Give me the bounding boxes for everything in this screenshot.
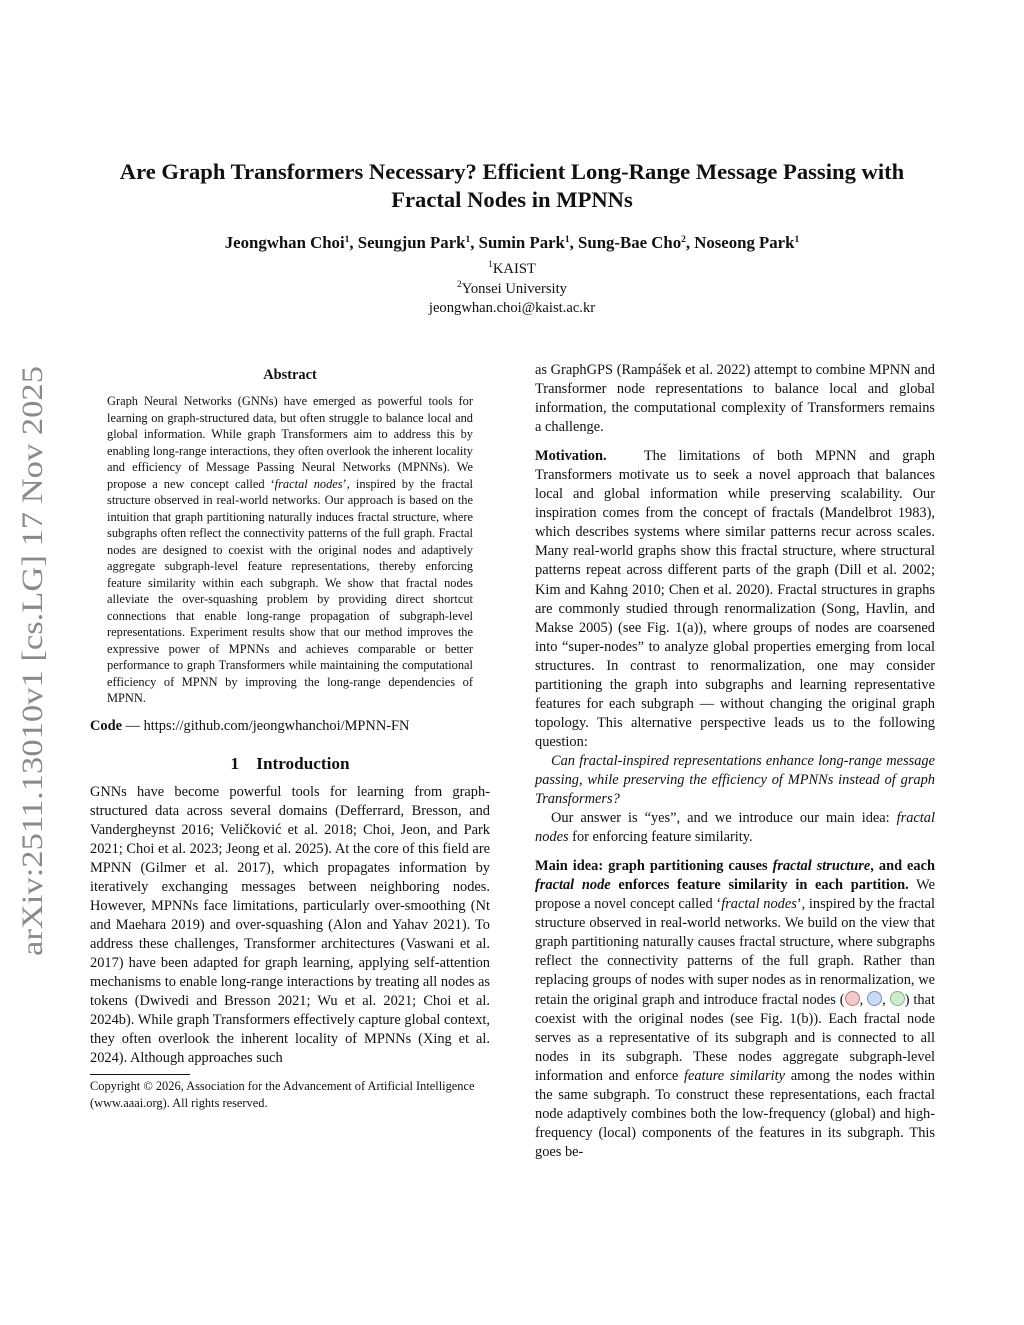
fractal-node-red-icon xyxy=(845,991,860,1006)
abstract-heading: Abstract xyxy=(263,367,317,383)
author-list: Jeongwhan Choi$^1$, Seungjun Park$^1$, Sumin Park$^1$, Sung-Bae Cho$^2$, Noseong Park$^1$ xyxy=(224,233,800,252)
author-email: jeongwhan.choi@kaist.ac.kr xyxy=(428,300,596,316)
code-link: Code — https://github.com/jeongwhanchoi/MPNN-FN xyxy=(90,717,410,734)
continued-paragraph: as GraphGPS (Rampášek et al. 2022) attempt to combine MPNN and Transformer node representations to balance local and global information, the computational complexity of Transformers remains a challenge. xyxy=(535,362,935,436)
author-name: Sumin Park xyxy=(478,233,565,252)
author-name: Seungjun Park xyxy=(357,233,466,252)
abstract-emphasis: fractal nodes xyxy=(274,476,343,491)
affiliation-kaist xyxy=(60,260,964,279)
affiliation-yonsei xyxy=(60,280,964,299)
title-line-2: Fractal Nodes in MPNNs xyxy=(391,187,633,212)
paper-title xyxy=(60,158,964,214)
fractal-node-green-icon xyxy=(890,991,905,1006)
fractal-node-blue-icon xyxy=(867,991,882,1006)
author-affiliation-mark: 1 xyxy=(564,235,570,245)
copyright-footnote: Copyright © 2026, Association for the Advancement of Artificial Intelligence (www.aaai.org). All rights reserved. xyxy=(90,1079,475,1110)
author-name: Noseong Park xyxy=(694,233,795,252)
right-column xyxy=(535,361,935,1162)
author-affiliation-mark: 2 xyxy=(681,235,686,245)
affiliation-mark: 2 xyxy=(457,280,462,290)
section-heading-introduction: 1 Introduction xyxy=(230,753,350,773)
main-idea-heading: Main idea: graph partitioning causes fractal structure, and each fractal node enforces feature similarity in each partition. xyxy=(535,858,936,894)
affiliation-name: KAIST xyxy=(492,261,536,277)
author-affiliation-mark: 1 xyxy=(794,235,800,245)
author-affiliation-mark: 1 xyxy=(465,235,471,245)
footnote-rule xyxy=(90,1074,190,1075)
left-column xyxy=(90,366,490,1111)
affiliation-name: Yonsei University xyxy=(461,281,567,297)
motivation-paragraph: Motivation. The limitations of both MPNN and graph Transformers motivate us to seek a novel approach that balances local and global information while preserving scalability. Our inspiration comes from the concept of fractals (Mandelbrot 1983), which describes systems where similar patterns recur across scales. Many real-world graphs show this fractal structure, where structural patterns repeat across different parts of the graph (Dill et al. 2002; Kim and Kahng 2010; Chen et al. 2020). Fractal structures in graphs are commonly studied through renormalization (Song, Havlin, and Makse 2005) (see Fig. 1(a)), where groups of nodes are coarsened into “super-nodes” to analyze global properties emerging from local structures. In contrast to renormalization, one may consider partitioning the graph into subgraphs and learning representative features for each subgraph — without changing the original graph topology. This alternative perspective leads us to the following question: xyxy=(535,448,936,750)
answer-paragraph: Our answer is “yes”, and we introduce our main idea: fractal nodes for enforcing feature similarity. xyxy=(535,810,935,846)
code-label: Code xyxy=(90,717,122,734)
abstract-text: Graph Neural Networks (GNNs) have emerged as powerful tools for learning on graph-structured data, but often struggle to balance local and global information. While graph Transformers aim to address this by enabling long-range interactions, they often overlook the inherent locality and efficiency of Message Passing Neural Networks (MPNNs). We propose a new concept called ‘fractal nodes’, inspired by the fractal structure observed in real-world networks. Our approach is based on the intuition that graph partitioning naturally induces fractal structure, where subgraphs often reflect the connectivity patterns of the full graph. Fractal nodes are designed to coexist with the original nodes and adaptively aggregate subgraph-level feature representations, thereby enforcing feature similarity within each subgraph. We show that fractal nodes alleviate the over-squashing problem by providing direct shortcut connections that enable long-range propagation of subgraph-level representations. Experiment results show that our method improves the expressive power of MPNNs and achieves comparable or better performance to graph Transformers while maintaining the computational efficiency of MPNN by improving the long-range dependencies of MPNN. xyxy=(107,394,474,706)
affiliation-mark: 1 xyxy=(488,260,493,270)
author-name: Jeongwhan Choi xyxy=(224,233,345,252)
arxiv-identifier xyxy=(8,360,52,960)
title-line-1: Are Graph Transformers Necessary? Efficient Long-Range Message Passing with xyxy=(119,159,905,184)
author-affiliation-mark: 1 xyxy=(344,235,350,245)
intro-paragraph: GNNs have become powerful tools for learning from graph-structured data across several domains (Defferrard, Bresson, and Vandergheynst 2016; Veličković et al. 2018; Choi, Jeon, and Park 2021; Choi et al. 2023; Jeong et al. 2025). At the core of this field are MPNN (Gilmer et al. 2017), which propagates information by iteratively exchanging messages between neighboring nodes. However, MPNNs face limitations, particularly over-smoothing (Nt and Maehara 2019) and over-squashing (Alon and Yahav 2021). To address these challenges, Transformer architectures (Vaswani et al. 2017) have been adapted for graph learning, applying self-attention mechanisms to enable long-range interactions by treating all nodes as tokens (Dwivedi and Bresson 2021; Wu et al. 2021; Choi et al. 2024b). While graph Transformers effectively capture global context, they often overlook the inherent locality of MPNNs (Xing et al. 2024). Although approaches such xyxy=(90,783,491,1067)
main-idea-paragraph: Main idea: graph partitioning causes fractal structure, and each fractal node enforces feature similarity in each partition. We propose a novel concept called ‘fractal nodes’, inspired by the fractal structure observed in real-world networks. We build on the view that graph partitioning naturally causes fractal structure, where subgraphs reflect the connectivity patterns of the full graph. Rather than replacing groups of nodes with super nodes as in renormalization, we retain the original graph and introduce fractal nodes ( , , ) that coexist with the original nodes (see Fig. 1(b)). Each fractal node serves as a representative of its subgraph and is connected to all nodes in its subgraph. These nodes aggregate subgraph-level information and enforce feature similarity among the nodes within the same subgraph. To construct these representations, each fractal node adaptively combines both the low-frequency (global) and high-frequency (local) components of the features in its subgraph. This goes be- xyxy=(535,858,936,1160)
research-question: Can fractal-inspired representations enhance long-range message passing, while preserving the efficiency of MPNNs instead of graph Transformers? xyxy=(535,752,935,808)
github-url[interactable]: https://github.com/jeongwhanchoi/MPNN-FN xyxy=(143,717,410,734)
arxiv-id-text: arXiv:2511.13010v1 [cs.LG] 17 Nov 2025 xyxy=(16,443,49,956)
motivation-label: Motivation. xyxy=(535,448,607,465)
author-name: Sung-Bae Cho xyxy=(578,233,682,252)
